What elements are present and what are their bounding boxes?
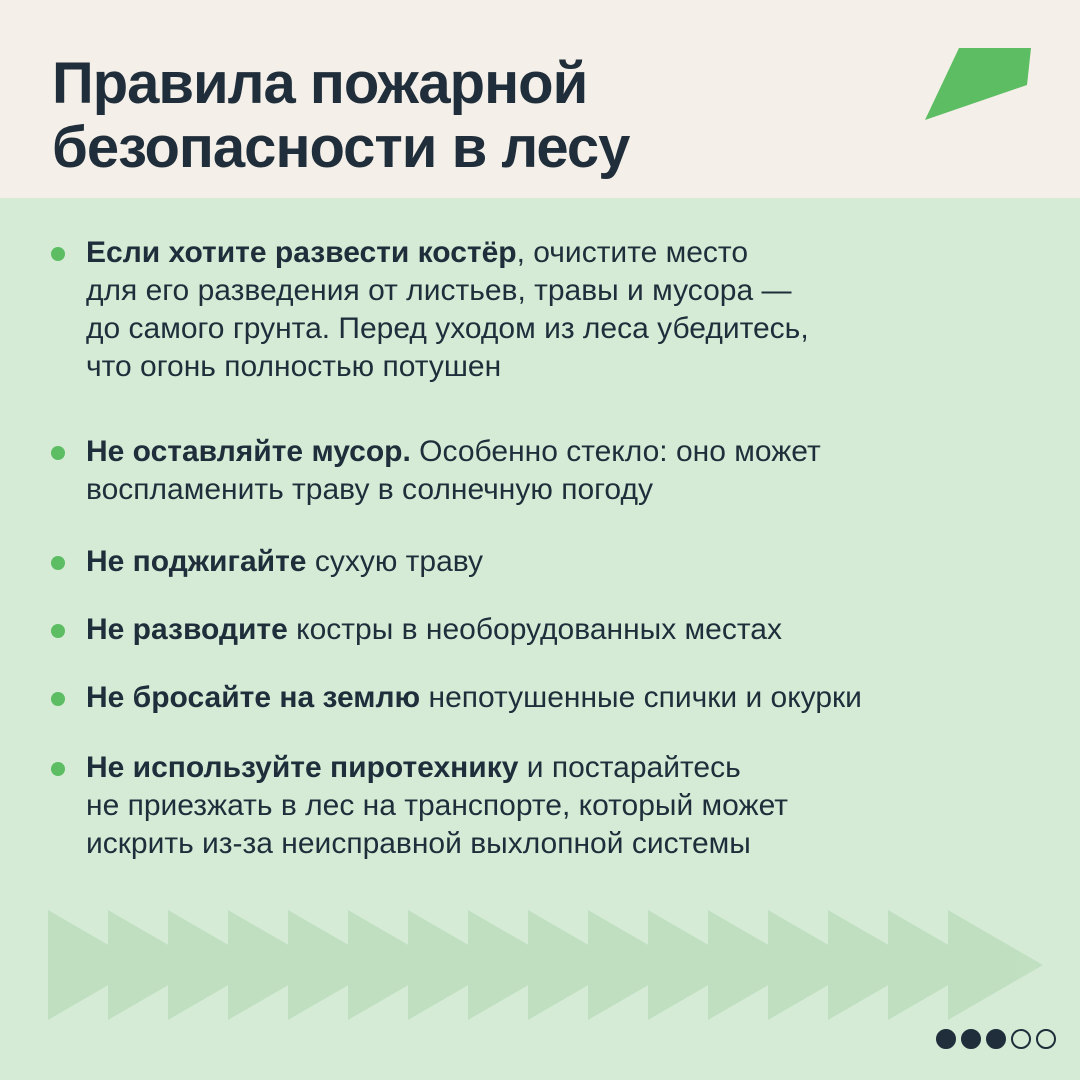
bullet-icon bbox=[51, 556, 65, 570]
rule-line: искрить из-за неисправной выхлопной системы bbox=[86, 827, 751, 860]
rule-bold-text: Если хотите развести костёр bbox=[86, 236, 517, 269]
rule-bold-text: Не используйте пиротехнику bbox=[86, 751, 519, 784]
rule-bold-text: Не бросайте на землю bbox=[86, 681, 421, 714]
rule-item-bonfires bbox=[86, 611, 1046, 649]
rule-line bbox=[86, 749, 1046, 787]
rule-line: воспламенить траву в солнечную погоду bbox=[86, 473, 653, 506]
rule-line bbox=[86, 433, 1046, 471]
page-title-line-2: безопасности в лесу bbox=[52, 115, 630, 180]
pagination-dot bbox=[961, 1029, 981, 1049]
bullet-icon bbox=[51, 247, 65, 261]
pagination-dot bbox=[1011, 1029, 1031, 1049]
rule-line bbox=[86, 234, 1046, 272]
rule-line: до самого грунта. Перед уходом из леса убедитесь, bbox=[86, 312, 809, 345]
bullet-icon bbox=[51, 624, 65, 638]
page-title bbox=[52, 52, 629, 180]
rule-line: что огонь полностью потушен bbox=[86, 350, 502, 383]
rule-line bbox=[86, 679, 1046, 717]
rule-bold-text: Не разводите bbox=[86, 613, 288, 646]
rule-item-trash bbox=[86, 433, 1046, 509]
rule-bold-text: Не поджигайте bbox=[86, 545, 307, 578]
rule-text: сухую траву bbox=[306, 545, 484, 578]
rule-text: и постарайтесь bbox=[518, 751, 741, 784]
rule-text: непотушенные спички и окурки bbox=[420, 681, 862, 714]
rule-line bbox=[86, 611, 1046, 649]
rule-text: , очистите место bbox=[516, 236, 749, 269]
chevron-triangles-decoration bbox=[48, 910, 1048, 1020]
rule-line: не приезжать в лес на транспорте, который может bbox=[86, 789, 789, 822]
bullet-icon bbox=[51, 446, 65, 460]
pagination-dot bbox=[986, 1029, 1006, 1049]
rule-bold-text: Не оставляйте мусор. bbox=[86, 435, 411, 468]
rule-text: костры в необорудованных местах bbox=[287, 613, 782, 646]
logo-icon bbox=[925, 48, 1031, 120]
bullet-icon bbox=[51, 692, 65, 706]
rule-line bbox=[86, 543, 1046, 581]
rule-line: для его разведения от листьев, травы и мусора — bbox=[86, 274, 792, 307]
pagination-dots bbox=[936, 1029, 1058, 1051]
rule-item-dry-grass bbox=[86, 543, 1046, 581]
pagination-dot bbox=[936, 1029, 956, 1049]
page-title-line-1: Правила пожарной bbox=[52, 51, 588, 116]
rule-item-matches bbox=[86, 679, 1046, 717]
pagination-dot bbox=[1036, 1029, 1056, 1049]
bullet-icon bbox=[51, 762, 65, 776]
rule-item-campfire bbox=[86, 234, 1046, 386]
header bbox=[0, 0, 1080, 198]
rule-item-pyrotechnics bbox=[86, 749, 1046, 863]
rule-text: Особенно стекло: оно может bbox=[410, 435, 821, 468]
